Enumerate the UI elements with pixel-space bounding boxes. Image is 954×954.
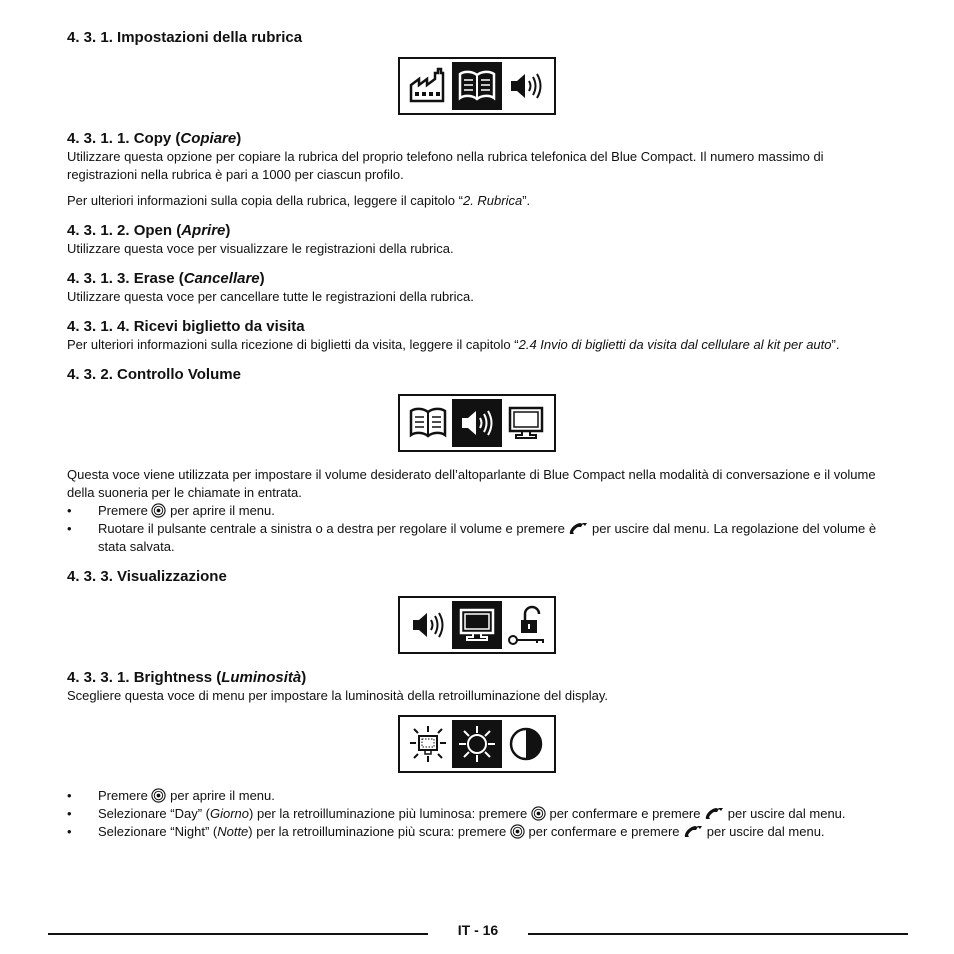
list-item: • Selezionare “Day” (Giorno) per la retroilluminazione più luminosa: premere per confermare e premere per uscire dal menu.: [67, 805, 887, 823]
speaker-icon: [505, 65, 547, 107]
center-button-icon: [510, 824, 525, 839]
list-item: • Ruotare il pulsante centrale a sinistra o a destra per regolare il volume e premere per uscire dal menu. La regolazione del volume è stata salvata.: [67, 520, 887, 556]
menu-cell: [403, 720, 452, 768]
center-button-icon: [151, 788, 166, 803]
monitor-icon: [505, 402, 547, 444]
heading-4-3-2: 4. 3. 2. Controllo Volume: [67, 366, 241, 383]
paragraph: Per ulteriori informazioni sulla ricezione di biglietti da visita, leggere il capitolo “2.4 Invio di biglietti da visita dal cellulare al kit per auto”.: [67, 337, 840, 352]
factory-icon: [407, 65, 449, 107]
menu-strip-volume: [398, 394, 556, 452]
hangup-phone-icon: [683, 825, 703, 838]
heading-4-3-3: 4. 3. 3. Visualizzazione: [67, 568, 227, 585]
menu-strip-display: [398, 596, 556, 654]
book-icon: [407, 402, 449, 444]
menu-strip-brightness: [398, 715, 556, 773]
menu-cell-selected: [452, 62, 501, 110]
sun-monitor-icon: [407, 723, 449, 765]
menu-cell-selected: [452, 720, 501, 768]
sun-icon: [456, 723, 498, 765]
heading-4-3-1-1: 4. 3. 1. 1. Copy (Copiare): [67, 130, 242, 147]
paragraph: Questa voce viene utilizzata per impostare il volume desiderato dell’altoparlante di Blue Compact nella modalità di conversazione e il volume della suoneria per le chiamate in entrata.: [67, 467, 876, 500]
footer-rule: [48, 933, 428, 935]
menu-cell-selected: [452, 399, 501, 447]
page-number: IT - 16: [457, 922, 499, 938]
heading-4-3-3-1: 4. 3. 3. 1. Brightness (Luminosità): [67, 669, 307, 686]
menu-cell: [403, 601, 452, 649]
bullet-list: [67, 787, 887, 841]
list-item: • Premere per aprire il menu.: [67, 787, 887, 805]
footer-rule: [528, 933, 908, 935]
list-item: • Selezionare “Night” (Notte) per la retroilluminazione più scura: premere per confermare e premere per uscire dal menu.: [67, 823, 887, 841]
padlock-key-icon: [505, 604, 547, 646]
heading-4-3-1-4: 4. 3. 1. 4. Ricevi biglietto da visita: [67, 318, 305, 335]
paragraph: Scegliere questa voce di menu per impostare la luminosità della retroilluminazione del display.: [67, 688, 608, 703]
monitor-icon: [456, 604, 498, 646]
paragraph: Per ulteriori informazioni sulla copia della rubrica, leggere il capitolo “2. Rubrica”.: [67, 193, 531, 208]
speaker-icon: [407, 604, 449, 646]
heading-4-3-1-3: 4. 3. 1. 3. Erase (Cancellare): [67, 270, 265, 287]
menu-cell: [502, 62, 551, 110]
menu-cell: [403, 399, 452, 447]
paragraph: Utilizzare questa voce per cancellare tutte le registrazioni della rubrica.: [67, 289, 474, 304]
menu-cell: [502, 399, 551, 447]
speaker-icon: [456, 402, 498, 444]
heading-4-3-1-2: 4. 3. 1. 2. Open (Aprire): [67, 222, 231, 239]
hangup-phone-icon: [568, 522, 588, 535]
page-footer: [48, 922, 908, 942]
list-item: • Premere per aprire il menu.: [67, 502, 887, 520]
center-button-icon: [531, 806, 546, 821]
menu-cell: [502, 601, 551, 649]
menu-cell: [403, 62, 452, 110]
heading-4-3-1: 4. 3. 1. Impostazioni della rubrica: [67, 29, 303, 46]
paragraph: Utilizzare questa opzione per copiare la rubrica del proprio telefono nella rubrica telefonica del Blue Compact. Il numero massimo di registrazioni nella rubrica è pari a 1000 per ciascun profilo.: [67, 149, 824, 182]
menu-cell-selected: [452, 601, 501, 649]
menu-strip-rubrica: [398, 57, 556, 115]
page-content: [67, 28, 887, 841]
paragraph: Utilizzare questa voce per visualizzare le registrazioni della rubrica.: [67, 241, 454, 256]
book-icon: [456, 65, 498, 107]
bullet-list: [67, 502, 887, 556]
hangup-phone-icon: [704, 807, 724, 820]
menu-cell: [502, 720, 551, 768]
center-button-icon: [151, 503, 166, 518]
contrast-icon: [505, 723, 547, 765]
